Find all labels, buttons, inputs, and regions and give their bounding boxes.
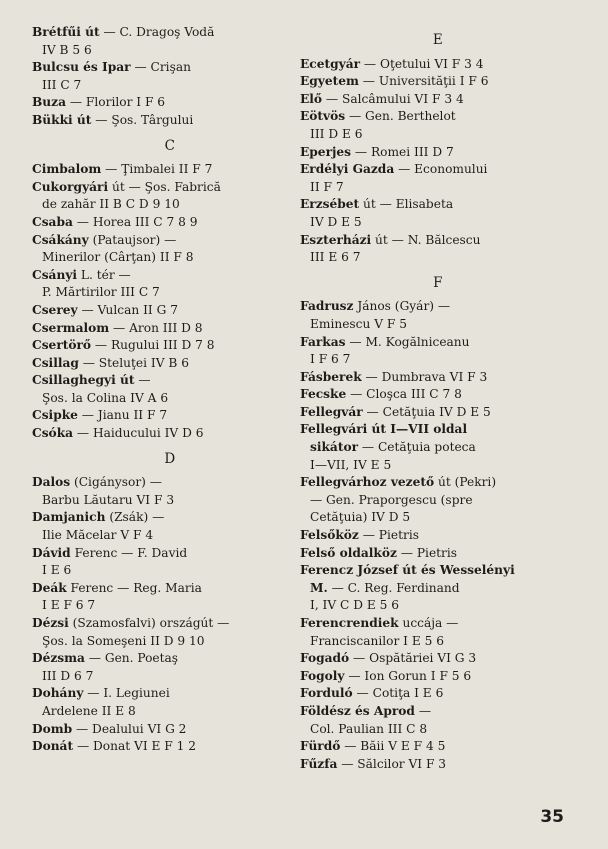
entry-continuation <box>300 351 576 369</box>
street-old-name: Dohány <box>32 686 84 701</box>
index-entry <box>300 738 576 756</box>
street-old-name: Cimbalom <box>32 162 102 177</box>
entry-line <box>32 94 308 112</box>
street-old-name: Csipke <box>32 408 78 423</box>
street-old-name: Deák <box>32 580 67 595</box>
street-new-name: — Haiducului IV D 6 <box>73 426 204 441</box>
street-old-name: Fellegvár <box>300 404 363 419</box>
street-new-name: — Cetăţuia poteca <box>358 440 476 455</box>
entry-line <box>300 421 576 439</box>
index-entry <box>300 685 576 703</box>
street-old-name: Csillag <box>32 355 79 370</box>
entry-line <box>300 232 576 250</box>
street-old-name: Eötvös <box>300 109 346 124</box>
entry-continuation <box>32 597 308 615</box>
entry-line <box>32 112 308 130</box>
entry-line <box>300 73 576 91</box>
street-old-name: Domb <box>32 721 73 736</box>
street-new-name: Eminescu V F 5 <box>310 316 407 331</box>
left-column <box>32 24 308 756</box>
street-new-name: IV B 5 6 <box>42 42 92 57</box>
index-entry <box>32 509 308 544</box>
index-entry <box>300 386 576 404</box>
street-new-name: — Florilor I F 6 <box>65 95 166 110</box>
street-new-name: Şos. la Someşeni II D 9 10 <box>42 633 205 648</box>
index-entry <box>32 738 308 756</box>
entry-continuation <box>300 509 576 527</box>
index-entry <box>32 112 308 130</box>
street-new-name: — Rugului III D 7 8 <box>91 338 215 353</box>
street-old-name: Ferencrendiek <box>300 616 399 630</box>
index-entry <box>32 59 308 94</box>
entry-line <box>300 474 576 492</box>
street-new-name: — Gen. Poetaş <box>84 651 179 666</box>
index-entry <box>32 94 308 112</box>
entry-line <box>300 298 576 316</box>
street-old-name: Eperjes <box>300 144 352 159</box>
street-new-name: II F 7 <box>310 179 344 194</box>
entry-line <box>32 407 308 425</box>
entry-line <box>300 685 576 703</box>
street-new-name: P. Mărtirilor III C 7 <box>42 285 160 300</box>
street-new-name: — Steluţei IV B 6 <box>78 355 189 370</box>
street-new-name: Ferenc — Reg. Maria <box>66 580 202 595</box>
street-new-name: János (Gyár) — <box>353 299 451 314</box>
entry-line <box>300 369 576 387</box>
street-new-name: Ardelene II E 8 <box>42 703 136 718</box>
street-old-name: sikátor <box>310 440 359 455</box>
street-new-name: I E F 6 7 <box>42 598 96 613</box>
street-old-name: Forduló <box>300 686 353 701</box>
entry-line <box>300 386 576 404</box>
index-entry <box>32 615 308 650</box>
entry-line <box>32 721 308 739</box>
entry-continuation <box>300 439 576 457</box>
street-new-name: — Jianu II F 7 <box>77 408 168 423</box>
entry-line <box>300 703 576 721</box>
entry-line <box>32 615 308 633</box>
section-letter: F <box>433 274 443 291</box>
index-entry <box>300 421 576 474</box>
index-entry <box>32 545 308 580</box>
street-old-name: Csóka <box>32 426 74 441</box>
street-new-name: I E 6 <box>42 563 72 578</box>
entry-line <box>300 615 576 633</box>
street-new-name: — C. Reg. Ferdinand <box>327 580 460 595</box>
street-new-name: — I. Legiunei <box>83 686 170 701</box>
entry-line <box>300 56 576 74</box>
index-entry <box>300 474 576 527</box>
street-new-name: út — Şos. Fabrică <box>108 179 221 194</box>
street-old-name: Felsőköz <box>300 528 359 543</box>
index-entry <box>32 474 308 509</box>
street-new-name: uccája — <box>398 616 459 630</box>
street-old-name: Fűzfa <box>300 756 338 771</box>
street-old-name: Fásberek <box>300 369 362 384</box>
street-new-name: — Dumbrava VI F 3 <box>361 369 488 384</box>
street-new-name: — Cotiţa I E 6 <box>352 686 444 701</box>
entry-line <box>32 474 308 492</box>
street-new-name: I F 6 7 <box>310 352 351 367</box>
entry-line <box>300 108 576 126</box>
entry-line <box>32 425 308 443</box>
entry-continuation <box>300 214 576 232</box>
street-new-name: Minerilor (Cârţan) II F 8 <box>42 250 194 265</box>
index-entry <box>32 425 308 443</box>
index-entry <box>32 355 308 373</box>
street-old-name: Dézsma <box>32 651 85 666</box>
entry-continuation <box>32 703 308 721</box>
entry-line <box>32 24 308 42</box>
index-entry <box>32 267 308 302</box>
street-old-name: Donát <box>32 739 74 754</box>
street-new-name: Ilie Măcelar V F 4 <box>42 528 154 543</box>
entry-line <box>32 320 308 338</box>
entry-line <box>32 372 308 390</box>
street-new-name: III D 6 7 <box>42 668 94 683</box>
entry-line <box>300 91 576 109</box>
street-new-name: III C 7 <box>42 77 82 92</box>
entry-line <box>32 580 308 598</box>
street-old-name: Dávid <box>32 545 71 560</box>
index-entry <box>32 24 308 59</box>
street-old-name: Csillaghegyi út <box>32 373 135 388</box>
right-column <box>300 24 576 773</box>
page-number: 35 <box>540 807 564 827</box>
street-new-name: — <box>414 703 432 718</box>
entry-line <box>300 562 576 580</box>
street-old-name: Cserey <box>32 302 78 317</box>
street-new-name: (Cigánysor) — <box>70 475 162 490</box>
street-new-name: — Gen. Berthelot <box>345 109 456 124</box>
street-old-name: Fogoly <box>300 668 345 683</box>
index-entry <box>300 650 576 668</box>
street-new-name: — Cetăţuia IV D E 5 <box>362 404 491 419</box>
street-old-name: Farkas <box>300 334 346 349</box>
entry-line <box>32 179 308 197</box>
street-new-name: — Pietris <box>396 545 458 560</box>
street-old-name: Csertörő <box>32 338 92 353</box>
entry-line <box>32 59 308 77</box>
entry-line <box>300 650 576 668</box>
street-old-name: Fellegvári út I—VII oldal <box>300 422 468 437</box>
street-new-name: — <box>134 373 151 388</box>
street-new-name: — Aron III D 8 <box>109 320 203 335</box>
entry-line <box>300 527 576 545</box>
street-new-name: — Ţimbalei II F 7 <box>101 162 213 177</box>
street-old-name: Fogadó <box>300 651 350 666</box>
entry-continuation <box>300 492 576 510</box>
index-entry <box>32 721 308 739</box>
index-entry <box>32 320 308 338</box>
entry-line <box>300 738 576 756</box>
entry-continuation <box>300 580 576 598</box>
index-entry <box>300 56 576 74</box>
entry-continuation <box>300 249 576 267</box>
street-new-name: (Zsák) — <box>105 510 165 525</box>
street-old-name: Elő <box>300 91 323 106</box>
entry-line <box>32 738 308 756</box>
street-new-name: (Szamosfalvi) országút — <box>68 616 230 630</box>
entry-line <box>300 161 576 179</box>
section-letter: C <box>164 137 176 154</box>
entry-continuation <box>32 492 308 510</box>
entry-line <box>32 267 308 285</box>
index-entry <box>300 161 576 196</box>
entry-line <box>32 685 308 703</box>
entry-line <box>300 756 576 774</box>
street-new-name: — Ospătăriei VI G 3 <box>349 651 477 666</box>
entry-line <box>32 161 308 179</box>
index-entry <box>32 685 308 720</box>
street-old-name: Eszterházi <box>300 232 372 247</box>
street-new-name: de zahăr II B C D 9 10 <box>42 197 180 212</box>
street-old-name: Bulcsu és Ipar <box>32 60 131 75</box>
street-old-name: Csányi <box>32 267 78 282</box>
street-new-name: III D E 6 <box>310 126 363 141</box>
index-entry <box>300 668 576 686</box>
street-new-name: — Donat VI E F 1 2 <box>73 739 196 754</box>
street-new-name: — Vulcan II G 7 <box>77 302 178 317</box>
entry-line <box>32 545 308 563</box>
street-old-name: Felső oldalköz <box>300 545 397 560</box>
entry-line <box>32 214 308 232</box>
entry-line <box>32 337 308 355</box>
street-old-name: Földész és Aprod <box>300 703 415 718</box>
entry-continuation <box>300 721 576 739</box>
index-entry <box>300 298 576 333</box>
street-new-name: — Cloşca III C 7 8 <box>346 387 462 402</box>
street-new-name: — Ion Gorun I F 5 6 <box>344 668 472 683</box>
entry-continuation <box>300 316 576 334</box>
street-new-name: IV D E 5 <box>310 214 362 229</box>
street-old-name: Fellegvárhoz vezető <box>300 475 435 490</box>
index-entry <box>300 144 576 162</box>
street-new-name: — Horea III C 7 8 9 <box>72 214 198 229</box>
index-entry <box>300 545 576 563</box>
entry-line <box>32 355 308 373</box>
street-new-name: Barbu Lăutaru VI F 3 <box>42 492 175 507</box>
index-entry <box>32 372 308 407</box>
index-entry <box>300 232 576 267</box>
entry-continuation <box>32 42 308 60</box>
street-new-name: III E 6 7 <box>310 250 361 265</box>
street-new-name: L. tér — <box>77 267 131 282</box>
index-entry <box>300 108 576 143</box>
entry-continuation <box>32 633 308 651</box>
street-old-name: Ferencz József út és Wesselényi <box>300 563 515 578</box>
street-old-name: Csákány <box>32 232 89 247</box>
index-entry <box>32 650 308 685</box>
street-old-name: Erzsébet <box>300 197 360 212</box>
street-old-name: Erdélyi Gazda <box>300 162 395 177</box>
street-old-name: Bükki út <box>32 112 92 127</box>
index-entry <box>300 73 576 91</box>
street-new-name: — Romei III D 7 <box>351 144 454 159</box>
index-entry <box>300 527 576 545</box>
street-old-name: Egyetem <box>300 74 359 89</box>
entry-line <box>300 545 576 563</box>
street-new-name: — C. Dragoş Vodă <box>99 25 215 39</box>
index-entry <box>300 91 576 109</box>
entry-continuation <box>32 249 308 267</box>
street-new-name: Ferenc — F. David <box>70 545 188 560</box>
entry-continuation <box>32 196 308 214</box>
entry-continuation <box>300 179 576 197</box>
street-old-name: Dézsi <box>32 616 69 630</box>
entry-continuation <box>32 390 308 408</box>
entry-line <box>32 302 308 320</box>
street-new-name: — Pietris <box>358 528 419 543</box>
index-entry <box>300 369 576 387</box>
entry-line <box>300 404 576 422</box>
entry-continuation <box>300 457 576 475</box>
street-old-name: M. <box>310 580 328 595</box>
street-new-name: Cetăţuia) IV D 5 <box>310 510 411 525</box>
entry-line <box>32 650 308 668</box>
index-entry <box>32 161 308 179</box>
street-new-name: út (Pekri) <box>434 475 497 490</box>
street-new-name: I, IV C D E 5 6 <box>310 598 400 613</box>
street-old-name: Fecske <box>300 387 347 402</box>
entry-line <box>300 668 576 686</box>
street-old-name: Ecetgyár <box>300 56 361 71</box>
index-entry <box>300 756 576 774</box>
street-old-name: Csermalom <box>32 320 110 335</box>
street-old-name: Csaba <box>32 214 73 229</box>
entry-continuation <box>32 284 308 302</box>
street-new-name: út — Elisabeta <box>359 197 454 212</box>
index-entry <box>32 407 308 425</box>
street-new-name: — Oţetului VI F 3 4 <box>360 56 484 71</box>
entry-continuation <box>300 597 576 615</box>
entry-continuation <box>32 527 308 545</box>
street-new-name: — Crişan <box>130 60 191 75</box>
index-entry <box>300 334 576 369</box>
index-entry <box>32 302 308 320</box>
index-entry <box>32 179 308 214</box>
street-old-name: Fürdő <box>300 739 341 754</box>
entry-line <box>300 334 576 352</box>
street-old-name: Buza <box>32 95 66 110</box>
street-old-name: Fadrusz <box>300 299 354 314</box>
street-new-name: — Universităţii I F 6 <box>358 74 489 89</box>
street-new-name: — Salcâmului VI F 3 4 <box>322 91 464 106</box>
street-new-name: (Pataujsor) — <box>88 232 177 247</box>
street-new-name: — Băii V E F 4 5 <box>340 739 446 754</box>
street-new-name: — Şos. Târgului <box>91 112 194 127</box>
index-entry <box>300 562 576 615</box>
street-old-name: Damjanich <box>32 510 106 525</box>
entry-line <box>32 509 308 527</box>
entry-continuation <box>32 562 308 580</box>
street-new-name: — Dealului VI G 2 <box>72 721 187 736</box>
index-entry <box>32 337 308 355</box>
entry-line <box>300 144 576 162</box>
street-old-name: Cukorgyári <box>32 179 109 194</box>
street-new-name: — Sălcilor VI F 3 <box>337 756 447 771</box>
street-new-name: — Gen. Praporgescu (spre <box>310 492 473 507</box>
street-new-name: — Economului <box>394 162 488 177</box>
index-entry <box>32 232 308 267</box>
street-old-name: Brétfűi út <box>32 25 100 39</box>
street-new-name: Şos. la Colina IV A 6 <box>42 390 169 405</box>
section-letter: D <box>164 450 176 467</box>
entry-line <box>32 232 308 250</box>
index-entry <box>300 703 576 738</box>
entry-continuation <box>32 668 308 686</box>
index-entry <box>300 196 576 231</box>
street-new-name: út — N. Bălcescu <box>371 232 481 247</box>
index-entry <box>300 615 576 650</box>
index-entry <box>300 404 576 422</box>
index-entry <box>32 214 308 232</box>
street-new-name: Franciscanilor I E 5 6 <box>310 633 444 648</box>
street-new-name: I—VII, IV E 5 <box>310 457 392 472</box>
entry-continuation <box>300 126 576 144</box>
entry-continuation <box>300 633 576 651</box>
street-new-name: Col. Paulian III C 8 <box>310 721 428 736</box>
index-entry <box>32 580 308 615</box>
entry-continuation <box>32 77 308 95</box>
street-old-name: Dalos <box>32 475 71 490</box>
entry-line <box>300 196 576 214</box>
section-letter: E <box>432 32 444 48</box>
street-new-name: — M. Kogălniceanu <box>345 334 470 349</box>
